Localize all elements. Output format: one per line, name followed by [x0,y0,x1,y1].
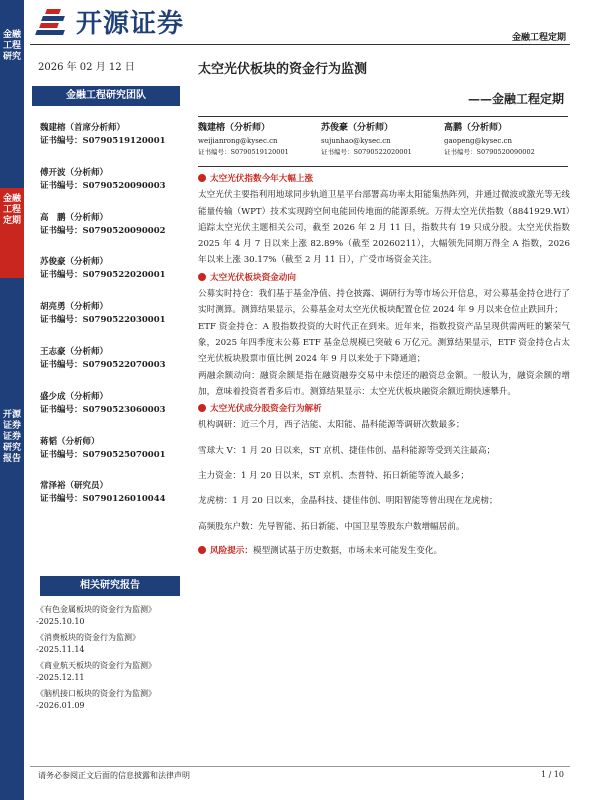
section-paragraph: 公募实时持仓：我们基于基金净值、持仓披露、调研行为等市场公开信息，对公募基金持仓进行了实时测算。测算结果显示，公募基金对太空光伏板块配置仓位 2024 年 9 月以来仓位止跌回升； [198,289,570,316]
analyst-cert: 证书编号：S0790126010044 [40,494,166,505]
related-report-item[interactable] [36,632,186,656]
related-reports-heading: 相关研究报告 [40,576,180,596]
bullet-icon [198,404,206,412]
section-paragraph: 主力资金：1 月 20 日以来，ST 京机、杰普特、拓日新能等流入最多； [198,471,469,482]
author-name: 高鹏（分析师） [444,123,508,133]
analyst-cert: 证书编号：S0790522020001 [40,270,166,281]
brand-name: 开源证券 [76,8,185,39]
analyst-item [40,391,190,436]
analyst-name: 高 鹏（分析师） [40,212,109,223]
bullet-icon [198,174,206,182]
analyst-cert: 证书编号：S0790519120001 [40,136,166,146]
author-cert: 证书编号：S0790522020001 [321,148,412,156]
analyst-item [40,436,190,481]
report-date: 2026 年 02 月 12 日 [38,62,135,73]
section-heading: 太空光伏指数今年大幅上涨 [198,171,570,187]
author-email[interactable]: weijianrong@kysec.cn [198,137,278,145]
analyst-cert: 证书编号：S0790523060003 [40,404,166,415]
side-label-bottom: 开源证券 证券研究报告 [2,410,21,464]
authors-bottom-divider [198,166,568,167]
brand-logo [36,4,184,38]
analyst-item [40,480,190,525]
author-cert: 证书编号：S0790519120001 [198,148,289,156]
section-heading: 太空光伏板块资金动向 [198,270,570,286]
analyst-item [40,256,190,301]
author-cert: 证书编号：S0790520090002 [444,148,535,156]
section-paragraph: 机构调研：近三个月，西子洁能、太阳能、晶科能源等调研次数最多； [198,420,465,431]
author-row [198,122,568,158]
analyst-name: 蒋韬（分析师） [40,436,100,447]
analyst-cert: 证书编号：S0790522030001 [40,315,166,326]
section-paragraph: 两融余额动向：融资余额是指在融资融券交易中未偿还的融资总金额。一般认为，融资余额的增加，意味着投资者看多后市。测算结果显示：太空光伏板块融资余额近期快速攀升。 [198,370,570,397]
author-card [198,122,321,158]
analyst-item [40,122,190,167]
related-report-item[interactable] [36,660,186,684]
footer-divider [30,766,570,767]
risk-text: 模型测试基于历史数据，市场未来可能发生变化。 [252,545,443,556]
analyst-cert: 证书编号：S0790520090002 [40,225,166,236]
analyst-list [40,122,190,525]
page-number: 1 / 10 [540,770,564,779]
analyst-name: 苏俊豪（分析师） [40,257,109,268]
header-tag: 金融工程定期 [511,33,566,43]
page-title: 太空光伏板块的资金行为监测 [198,62,368,77]
section-paragraph: 龙虎榜：1 月 20 日以来，金晶科技、捷佳伟创、明阳智能等曾出现在龙虎榜； [198,496,498,507]
side-label-mid: 金融工程定期 [0,188,24,278]
related-report-title[interactable]: 《消费板块的资金行为监测》 [36,633,140,642]
page-subtitle: ——金融工程定期 [467,92,564,106]
section-paragraph: ETF 资金持仓：A 股指数投资的大时代正在到来。近年来，指数投资产品呈现供需两旺的繁荣气象，2025 年四季度末公募 ETF 基金总规模已突破 6 万亿元。测算结果显示，ETF 资金持仓占太空光伏板块股票市值比例 2024 年 9 月以来处于下降通道； [198,321,570,365]
team-heading: 金融工程研究团队 [32,86,180,106]
report-body [198,170,570,559]
risk-label: 风险提示： [210,545,253,556]
related-report-date: -2025.10.10 [36,617,85,626]
analyst-item [40,346,190,391]
bullet-icon [198,273,206,281]
analyst-name: 盛少成（分析师） [40,391,109,402]
author-name: 魏建榕（分析师） [198,123,271,133]
related-report-date: -2026.01.09 [36,701,85,710]
author-card [444,122,567,158]
header-divider [30,44,570,45]
side-strip [0,0,24,800]
analyst-name: 王志豪（分析师） [40,346,109,357]
analyst-cert: 证书编号：S0790522070003 [40,359,166,370]
bullet-icon [198,546,206,554]
analyst-name: 常泽裕（研究员） [40,481,109,492]
authors-top-divider [198,116,568,117]
related-report-item[interactable] [36,688,186,712]
author-card [321,122,444,158]
section-paragraph: 雪球大 V：1 月 20 日以来，ST 京机、捷佳伟创、晶科能源等受到关注最高； [198,445,496,456]
related-report-item[interactable] [36,604,186,628]
analyst-cert: 证书编号：S0790525070001 [40,449,166,460]
analyst-item [40,212,190,257]
side-label-top: 金融工程研究 [2,30,21,62]
analyst-item [40,167,190,212]
related-report-title[interactable]: 《脑机接口板块的资金行为监测》 [36,689,156,698]
author-email[interactable]: sujunhao@kysec.cn [321,137,391,145]
footer-disclaimer[interactable]: 请务必参阅正文后面的信息披露和法律声明 [38,771,190,780]
related-reports-list [36,604,186,716]
logo-icon [36,7,70,35]
analyst-name: 傅开波（分析师） [40,167,109,178]
section-paragraph: 太空光伏主要指利用地球同步轨道卫星平台部署高功率太阳能集热阵列，并通过微波或激光等无线能量传输（WPT）技术实现跨空间电能回传地面的能源系统。万得太空光伏指数（8841929.WI）追踪太空光伏主题相关公司，截至 2026 年 2 月 11 日，指数共有 19 只成分股。太空光伏指数 2025 年 4 月 7 日以来上涨 82.89%（截至 20260211），大幅领先同期万得全 A 指数，2026 年以来上涨 30.17%（截至 2 月 11 日），广受市场资金关注。 [198,190,570,266]
related-report-title[interactable]: 《有色金属板块的资金行为监测》 [36,605,156,614]
risk-note [198,543,570,559]
analyst-name: 魏建榕（首席分析师） [40,123,126,133]
author-email[interactable]: gaopeng@kysec.cn [444,137,512,145]
section-heading: 太空光伏成分股资金行为解析 [198,401,570,417]
analyst-name: 胡亮勇（分析师） [40,302,109,313]
analyst-cert: 证书编号：S0790520090003 [40,180,166,191]
related-report-date: -2025.11.14 [36,645,85,654]
author-name: 苏俊豪（分析师） [321,123,394,133]
related-report-date: -2025.12.11 [36,673,85,682]
related-report-title[interactable]: 《商业航天板块的资金行为监测》 [36,661,156,670]
analyst-item [40,301,190,346]
section-paragraph: 高频股东户数：先导智能、拓日新能、中国卫星等股东户数增幅居前。 [198,521,465,532]
